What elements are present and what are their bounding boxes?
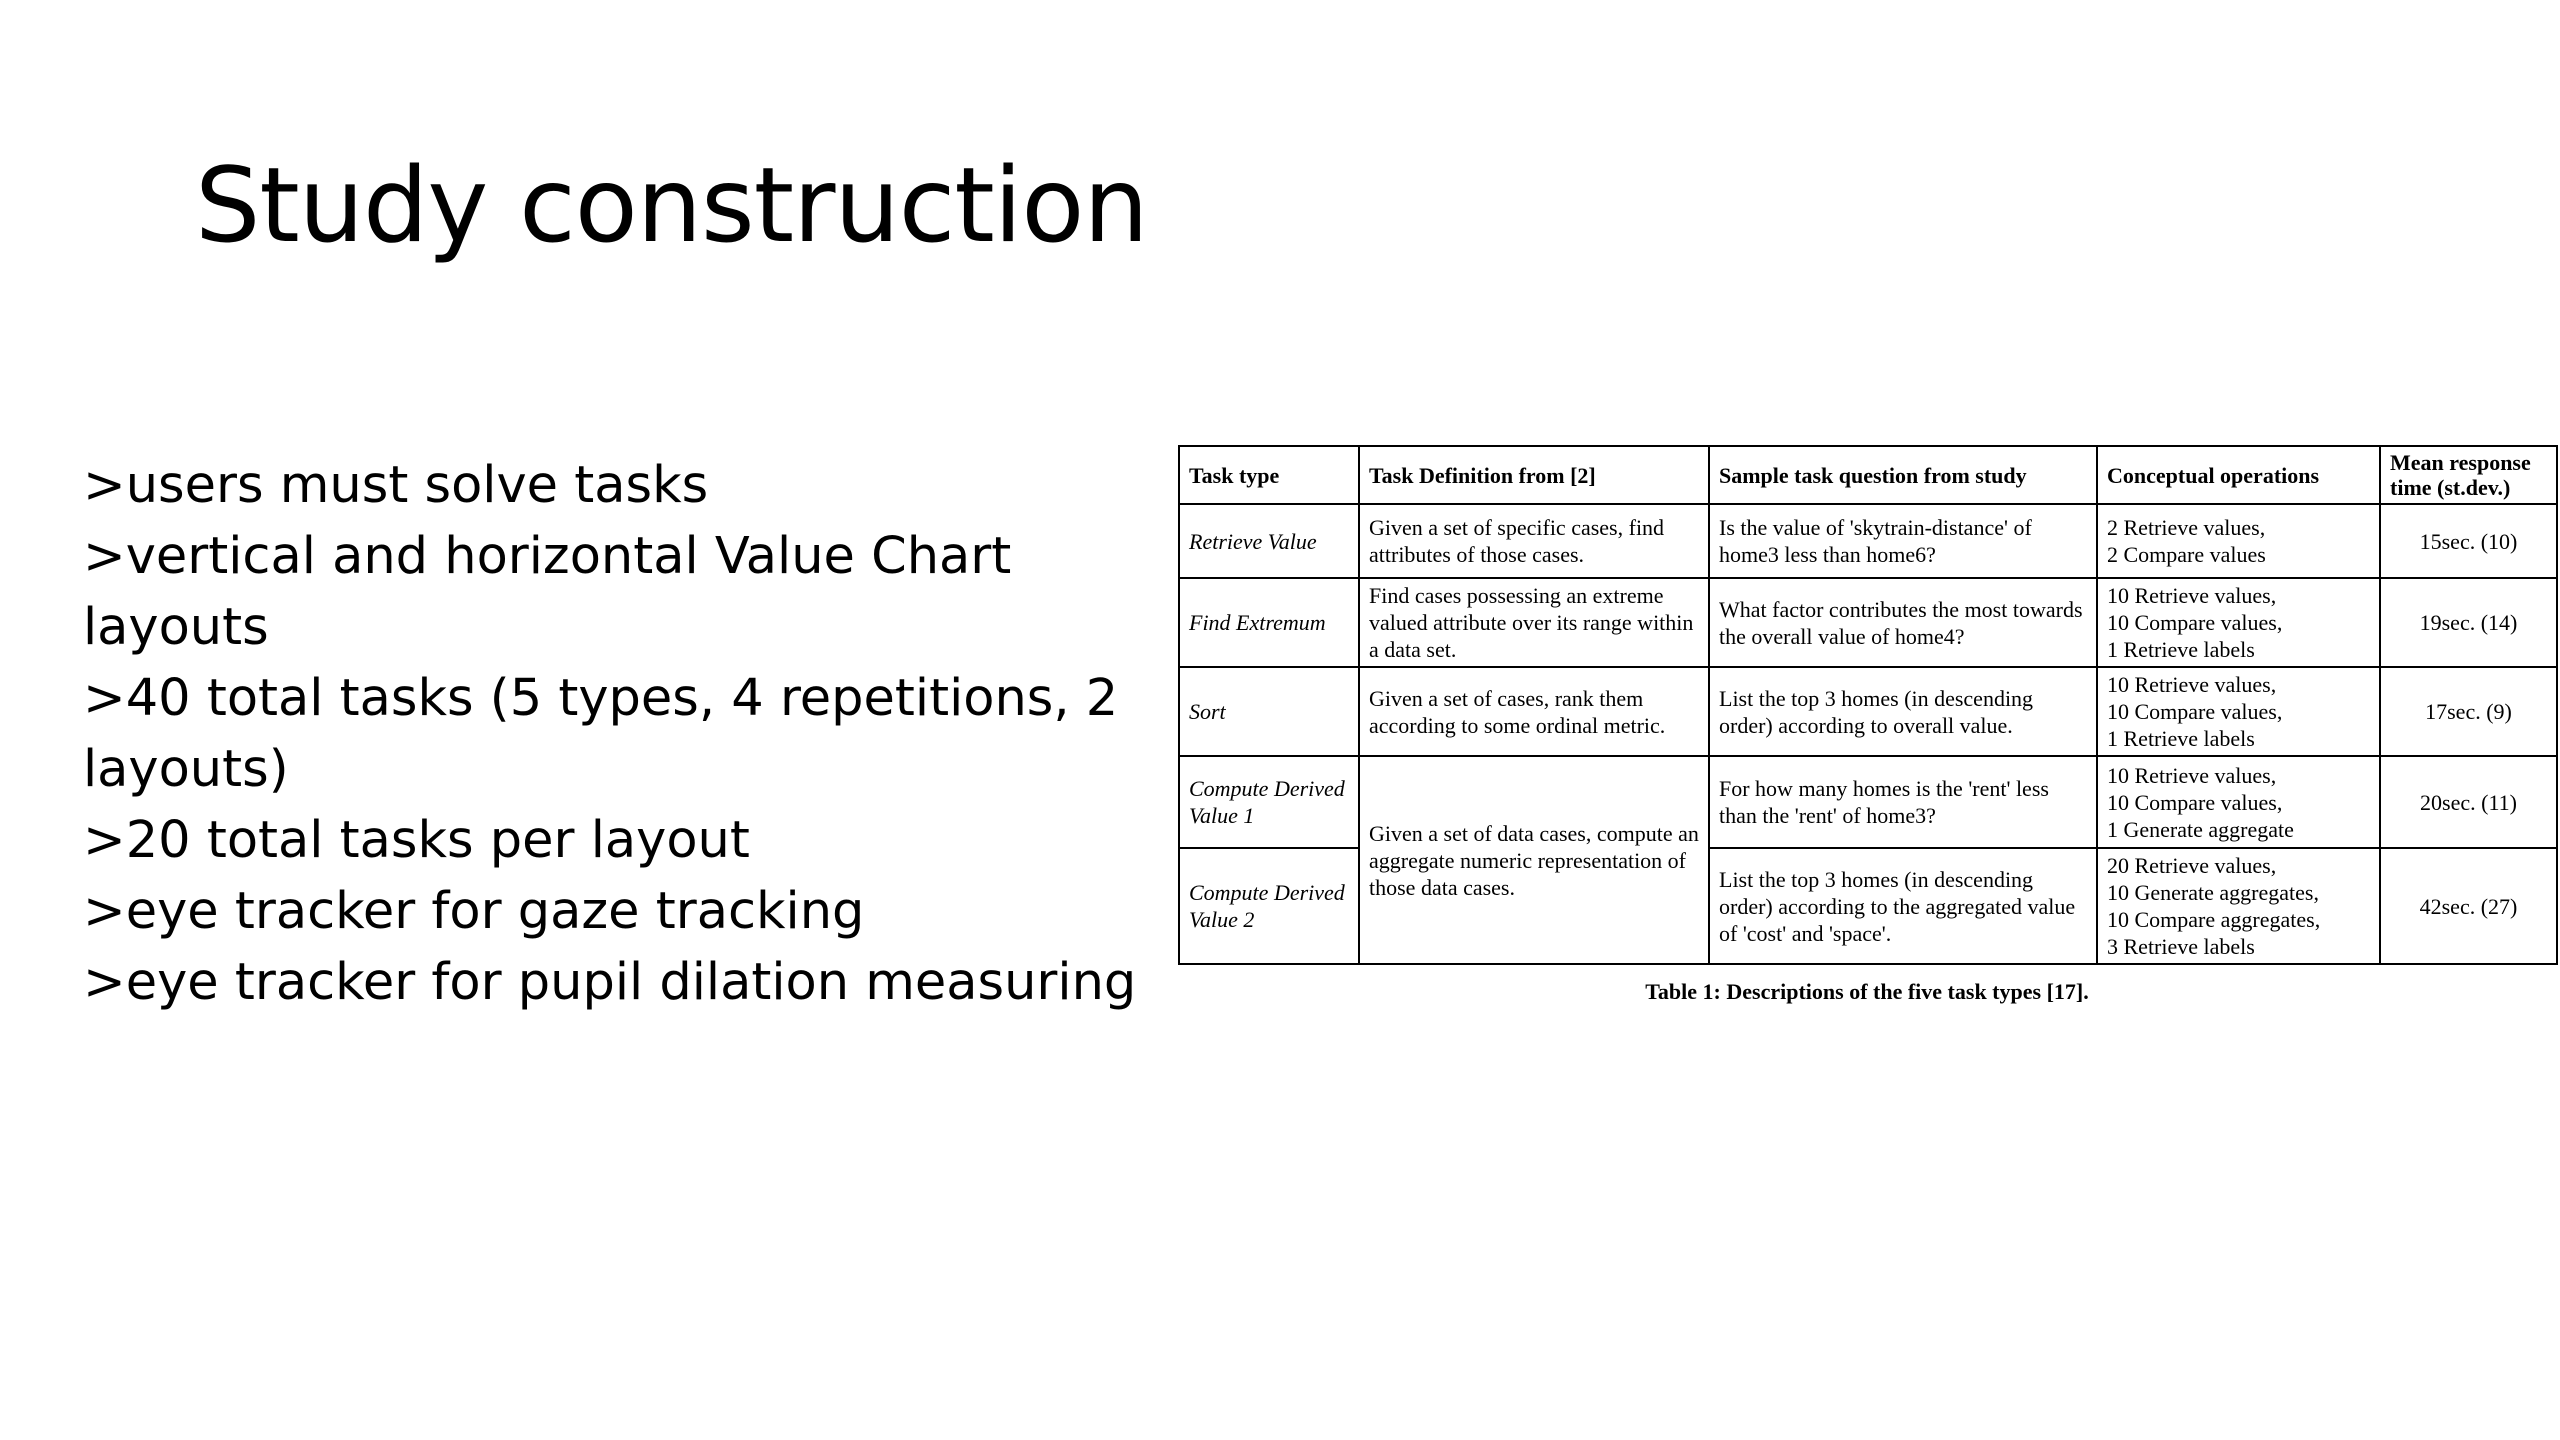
bullet-item: >vertical and horizontal Value Chart layouts (83, 527, 1012, 657)
response-time-cell: 19sec. (14) (2380, 578, 2557, 667)
operation-line: 10 Retrieve values, (2107, 672, 2277, 697)
task-type-cell: Compute Derived Value 1 (1179, 756, 1359, 848)
task-types-table (1178, 445, 2558, 965)
definition-cell: Given a set of cases, rank them according to some ordinal metric. (1359, 667, 1709, 756)
question-cell: What factor contributes the most towards the overall value of home4? (1709, 578, 2097, 667)
task-type-cell: Find Extremum (1179, 578, 1359, 667)
header-conceptual-operations: Conceptual operations (2097, 446, 2380, 504)
operation-line: 10 Retrieve values, (2107, 762, 2277, 788)
task-type-cell: Retrieve Value (1179, 504, 1359, 578)
bullet-item: >eye tracker for gaze tracking (83, 882, 865, 941)
bullet-item: >eye tracker for pupil dilation measuring (83, 953, 1137, 1012)
operation-line: 10 Compare values, (2107, 610, 2283, 635)
operation-line: 1 Generate aggregate (2107, 816, 2294, 842)
operations-cell (2097, 848, 2380, 964)
task-type-cell: Compute Derived Value 2 (1179, 848, 1359, 964)
bullet-list (83, 450, 1143, 1018)
definition-cell: Find cases possessing an extreme valued attribute over its range within a data set. (1359, 578, 1709, 667)
operation-line: 20 Retrieve values, (2107, 853, 2277, 878)
response-time-cell: 20sec. (11) (2380, 756, 2557, 848)
table-header-row (1179, 446, 2557, 504)
table-caption: Table 1: Descriptions of the five task types [17]. (1645, 979, 2089, 1004)
operation-line: 10 Retrieve values, (2107, 583, 2277, 608)
slide-title: Study construction (195, 146, 1148, 266)
table-row (1179, 756, 2557, 848)
operation-line: 10 Compare values, (2107, 699, 2283, 724)
operation-line: 2 Retrieve values, (2107, 515, 2266, 540)
operation-line: 2 Compare values (2107, 542, 2266, 567)
header-task-type: Task type (1179, 446, 1359, 504)
operation-line: 10 Compare values, (2107, 789, 2283, 815)
bullet-item: >40 total tasks (5 types, 4 repetitions, 2 layouts) (83, 669, 1119, 799)
definition-cell: Given a set of data cases, compute an aggregate numeric representation of those data cases. (1359, 756, 1709, 964)
bullet-item: >users must solve tasks (83, 456, 709, 515)
response-time-cell: 42sec. (27) (2380, 848, 2557, 964)
operation-line: 1 Retrieve labels (2107, 637, 2255, 662)
operations-cell (2097, 504, 2380, 578)
header-mean-response-time: Mean response time (st.dev.) (2380, 446, 2557, 504)
operation-line: 10 Generate aggregates, (2107, 880, 2319, 905)
header-task-definition: Task Definition from [2] (1359, 446, 1709, 504)
operations-cell (2097, 756, 2380, 848)
response-time-cell: 17sec. (9) (2380, 667, 2557, 756)
response-time-cell: 15sec. (10) (2380, 504, 2557, 578)
definition-cell: Given a set of specific cases, find attributes of those cases. (1359, 504, 1709, 578)
header-sample-question: Sample task question from study (1709, 446, 2097, 504)
task-type-cell: Sort (1179, 667, 1359, 756)
operation-line: 10 Compare aggregates, (2107, 907, 2321, 932)
operation-line: 1 Retrieve labels (2107, 726, 2255, 751)
task-table-figure (1178, 445, 2556, 1005)
operations-cell (2097, 578, 2380, 667)
table-row (1179, 578, 2557, 667)
bullet-item: >20 total tasks per layout (83, 811, 750, 870)
question-cell: For how many homes is the 'rent' less than the 'rent' of home3? (1709, 756, 2097, 848)
question-cell: List the top 3 homes (in descending order) according to the aggregated value of 'cost' and 'space'. (1709, 848, 2097, 964)
operation-line: 3 Retrieve labels (2107, 934, 2255, 959)
question-cell: List the top 3 homes (in descending order) according to overall value. (1709, 667, 2097, 756)
operations-cell (2097, 667, 2380, 756)
table-row (1179, 504, 2557, 578)
question-cell: Is the value of 'skytrain-distance' of home3 less than home6? (1709, 504, 2097, 578)
table-row (1179, 667, 2557, 756)
